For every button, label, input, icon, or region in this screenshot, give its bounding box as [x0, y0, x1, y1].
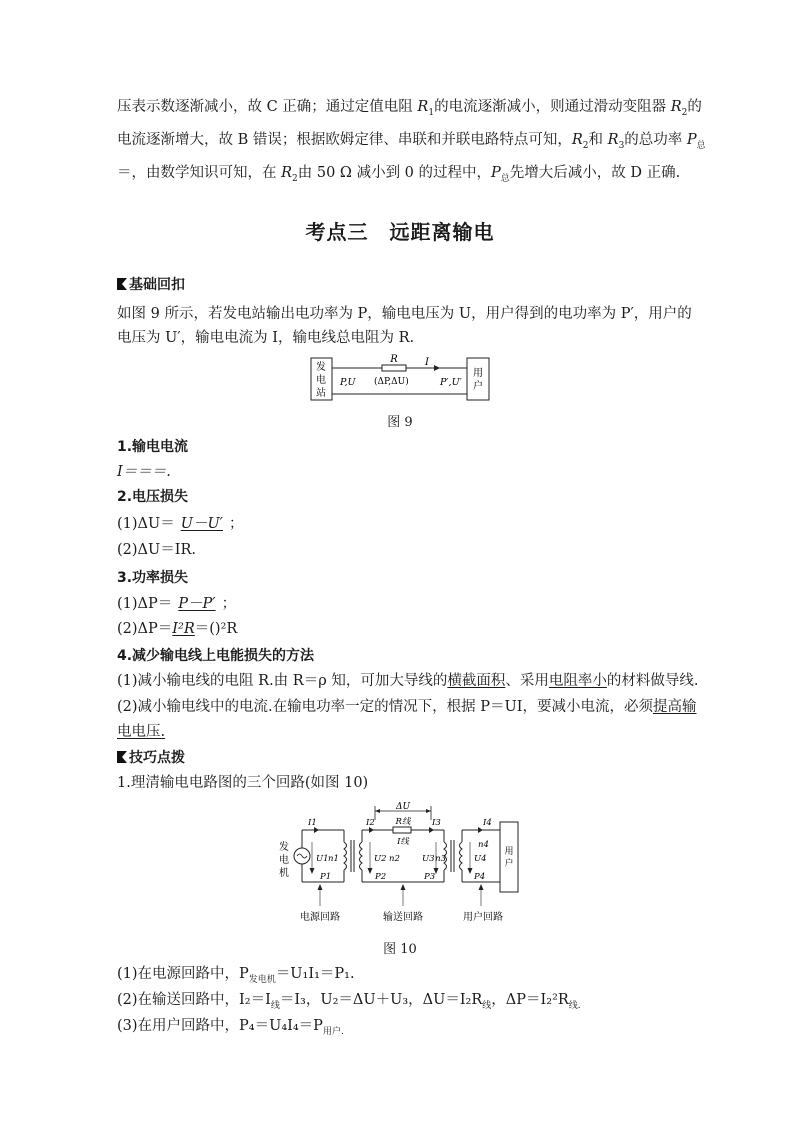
- power-station-label-1: 发: [316, 362, 326, 373]
- figure-10-diagram: [278, 800, 528, 930]
- item-3-heading: 3.功率损失: [117, 570, 189, 586]
- item-4-line-3: 电电压.: [117, 724, 166, 740]
- intro-line-1: 如图 9 所示，若发电站输出电功率为 P，输电电压为 U，用户得到的电功率为 P′，用户的: [117, 306, 692, 322]
- user-label-2: 户: [473, 381, 483, 392]
- section-title: 考点三 远距离输电: [305, 220, 495, 244]
- i2-label: I2: [366, 818, 375, 828]
- tip-1: 1.理清输电电路图的三个回路(如图 10): [117, 775, 369, 791]
- p4-label: P4: [474, 872, 486, 882]
- user-box: [467, 358, 489, 400]
- user-load-box: [500, 822, 518, 892]
- current-arrow-icon: [434, 365, 440, 371]
- p1-label: P1: [320, 872, 332, 882]
- para-line-1: 压表示数逐渐减小，故 C 正确；通过定值电阻 $R_1$的电流逐渐减小，则通过滑动变阻器 $R_2$的: [117, 99, 702, 118]
- n2-label: n2: [389, 854, 400, 864]
- item-1-formula: I＝＝＝.: [117, 464, 171, 480]
- u2-label: U2: [374, 854, 387, 864]
- user-label-1: 用: [504, 847, 514, 857]
- figure-9-caption: 图 9: [387, 415, 413, 430]
- loss-label: (ΔP,ΔU): [374, 377, 409, 387]
- item-2-line-1: (1)ΔU＝ U－U′ ；: [117, 516, 244, 532]
- n3-label: n3: [435, 854, 446, 864]
- figure-10-caption: 图 10: [383, 942, 417, 957]
- power-station-label-3: 站: [316, 388, 326, 399]
- i4-label: I4: [483, 818, 492, 828]
- i1-label: I1: [308, 818, 317, 828]
- item-1-heading: 1.输电电流: [117, 439, 189, 455]
- u4-label: U4: [474, 854, 487, 864]
- item-4-line-2: (2)减小输电线中的电流.在输电功率一定的情况下，根据 P＝UI，要减小电流，必须提高输: [117, 699, 697, 715]
- loop-eq-3: (3)在用户回路中，$P_4=U_4I_4=P_{用户.}$: [117, 1018, 344, 1037]
- para-line-2: 电流逐渐增大，故 B 错误；根据欧姆定律、串联和并联电路特点可知，$R_2$和 $R_3$的总功率 $P_总$: [117, 132, 706, 151]
- user-label-1: 用: [473, 368, 483, 379]
- item-3-line-2: (2)ΔP＝I²R＝()²R: [117, 621, 238, 637]
- item-2-heading: 2.电压损失: [117, 489, 189, 505]
- n4-label: n4: [478, 840, 489, 850]
- source-pu-label: P,U: [340, 377, 356, 388]
- item-4-heading: 4.减少输电线上电能损失的方法: [117, 648, 315, 664]
- p2-label: P2: [375, 872, 387, 882]
- loop-eq-2: (2)在输送回路中，$I_2=I_线=I_3$，U₂＝ΔU＋U₃，$\Delta U=I_2R_线$，$\Delta P=I_2^2R_{线.}$: [117, 992, 581, 1011]
- delta-u-label: ΔU: [395, 802, 411, 812]
- i-line-label: I线: [397, 837, 409, 847]
- transformer-1-primary-coil: [344, 842, 347, 870]
- line-resistor: [393, 827, 411, 833]
- r-line-label: R线: [395, 817, 411, 827]
- transformer-1-secondary-coil: [360, 842, 363, 870]
- item-3-line-1: (1)ΔP＝ P－P′ ；: [117, 596, 237, 612]
- generator-label-1: 发: [279, 842, 289, 853]
- item-2-line-2: (2)ΔU＝IR.: [117, 542, 196, 558]
- transmission-loop-label: 输送回路: [383, 912, 423, 923]
- section-header-basics: 基础回扣: [117, 275, 185, 295]
- u1-label: U1: [316, 854, 329, 864]
- power-station-label-2: 电: [316, 375, 326, 386]
- n1-label: n1: [328, 854, 339, 864]
- figure-9-diagram: [310, 352, 492, 402]
- intro-line-2: 电压为 U′，输电电流为 I，输电线总电阻为 R.: [117, 330, 415, 346]
- section-header-tips: 技巧点拨: [117, 748, 185, 768]
- para-line-3: ＝，由数学知识可知，在 $R_2$由 50 Ω 减小到 0 的过程中，$P_总$先增大后减小，故 D 正确.: [117, 165, 681, 184]
- u3-label: U3: [422, 854, 435, 864]
- item-4-line-1: (1)减小输电线的电阻 R.由 R＝ρ 知，可加大导线的横截面积、采用电阻率小的材料做导线.: [117, 673, 699, 689]
- user-label-2: 户: [504, 859, 514, 869]
- section-flag-icon: [117, 751, 127, 763]
- current-label: I: [425, 357, 429, 368]
- generator-label-3: 机: [279, 868, 289, 879]
- loop-eq-1: (1)在电源回路中，$P_{发电机}=U_1I_1=P_1$.: [117, 966, 355, 985]
- generator-label-2: 电: [279, 855, 289, 866]
- section-flag-icon: [117, 278, 127, 290]
- user-loop-label: 用户回路: [463, 912, 503, 923]
- source-loop-label: 电源回路: [300, 912, 340, 923]
- p3-label: P3: [424, 872, 436, 882]
- transformer-2-secondary-coil: [460, 842, 463, 870]
- i3-label: I3: [432, 818, 441, 828]
- resistor-label: R: [390, 354, 398, 365]
- user-pu-label: P′,U′: [440, 377, 462, 388]
- line-resistor: [382, 365, 406, 371]
